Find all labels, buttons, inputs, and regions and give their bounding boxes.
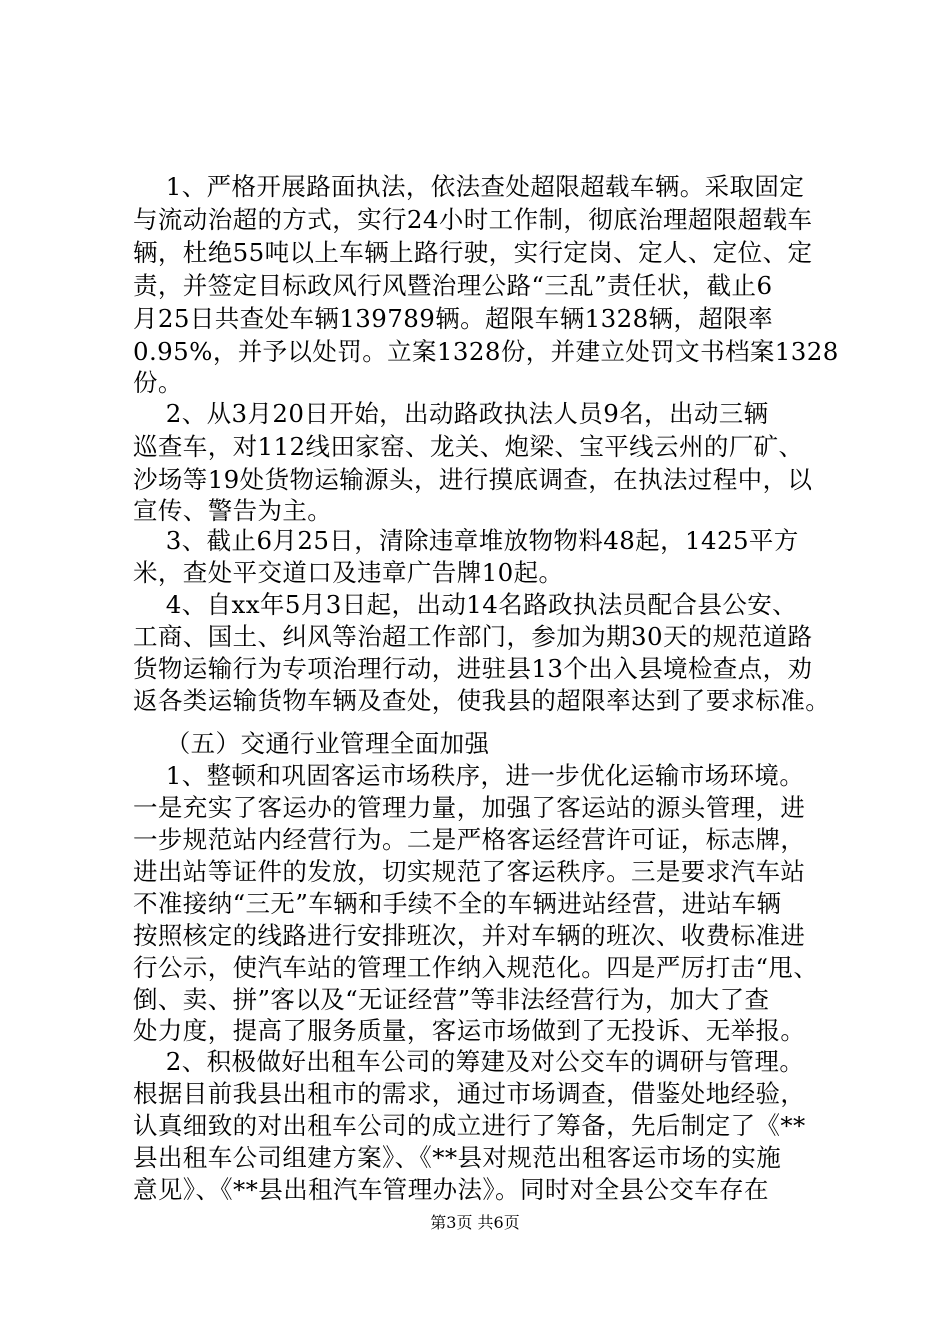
text-line-3: 辆，杜绝55吨以上车辆上路行驶，实行定岗、定人、定位、定: [133, 238, 813, 267]
text-line-19: 1、整顿和巩固客运市场秩序，进一步优化运输市场环境。: [133, 761, 805, 790]
text-line-16: 货物运输行为专项治理行动，进驻县13个出入县境检查点，劝: [133, 654, 813, 683]
text-line-27: 处力度，提高了服务质量，客运市场做到了无投诉、无举报。: [133, 1016, 806, 1045]
text-line-31: 县出租车公司组建方案》、《**县对规范出租客运市场的实施: [133, 1143, 782, 1172]
text-line-32: 意见》、《**县出租汽车管理办法》。同时对全县公交车存在: [133, 1175, 769, 1204]
text-line-1: 1、严格开展路面执法，依法查处超限超载车辆。采取固定: [133, 172, 805, 201]
text-line-7: 份。: [133, 368, 183, 397]
text-line-10: 沙场等19处货物运输源头，进行摸底调查，在执法过程中，以: [133, 465, 813, 494]
text-line-13: 米，查处平交道口及违章广告牌10起。: [133, 558, 564, 587]
text-line-11: 宣传、警告为主。: [133, 496, 333, 525]
text-line-30: 认真细致的对出租车公司的成立进行了筹备，先后制定了《**: [133, 1111, 806, 1140]
text-line-23: 不准接纳“三无”车辆和手续不全的车辆进站经营，进站车辆: [133, 889, 782, 918]
text-line-22: 进出站等证件的发放，切实规范了客运秩序。三是要求汽车站: [133, 857, 806, 886]
text-line-2: 与流动治超的方式，实行24小时工作制，彻底治理超限超载车: [133, 205, 813, 234]
text-line-12: 3、截止6月25日，清除违章堆放物物料48起，1425平方: [133, 526, 799, 555]
text-line-6: 0.95%，并予以处罚。立案1328份，并建立处罚文书档案1328: [133, 337, 839, 366]
text-line-8: 2、从3月20日开始，出动路政执法人员9名，出动三辆: [133, 399, 769, 428]
text-line-4: 责，并签定目标政风行风暨治理公路“三乱”责任状，截止6: [133, 271, 773, 300]
section-heading: （五）交通行业管理全面加强: [133, 729, 490, 758]
page-footer: 第3页 共6页: [430, 1213, 520, 1232]
text-line-14: 4、自xx年5月3日起，出动14名路政执法员配合县公安、: [133, 590, 798, 619]
text-line-24: 按照核定的线路进行安排班次，并对车辆的班次、收费标准进: [133, 921, 806, 950]
text-line-21: 一步规范站内经营行为。二是严格客运经营许可证，标志牌，: [133, 825, 806, 854]
text-line-20: 一是充实了客运办的管理力量，加强了客运站的源头管理，进: [133, 793, 806, 822]
text-line-15: 工商、国土、纠风等治超工作部门，参加为期30天的规范道路: [133, 622, 813, 651]
text-line-25: 行公示，使汽车站的管理工作纳入规范化。四是严厉打击“甩、: [133, 953, 819, 982]
text-line-9: 巡查车，对112线田家窑、龙关、炮梁、宝平线云州的厂矿、: [133, 432, 804, 461]
text-line-5: 月25日共查处车辆139789辆。超限车辆1328辆，超限率: [133, 304, 774, 333]
text-line-28: 2、积极做好出租车公司的筹建及对公交车的调研与管理。: [133, 1047, 805, 1076]
text-line-26: 倒、卖、拼”客以及“无证经营”等非法经营行为，加大了查: [133, 985, 770, 1014]
text-line-29: 根据目前我县出租市的需求，通过市场调查，借鉴处地经验，: [133, 1079, 806, 1108]
text-line-17: 返各类运输货物车辆及查处，使我县的超限率达到了要求标准。: [133, 686, 831, 715]
